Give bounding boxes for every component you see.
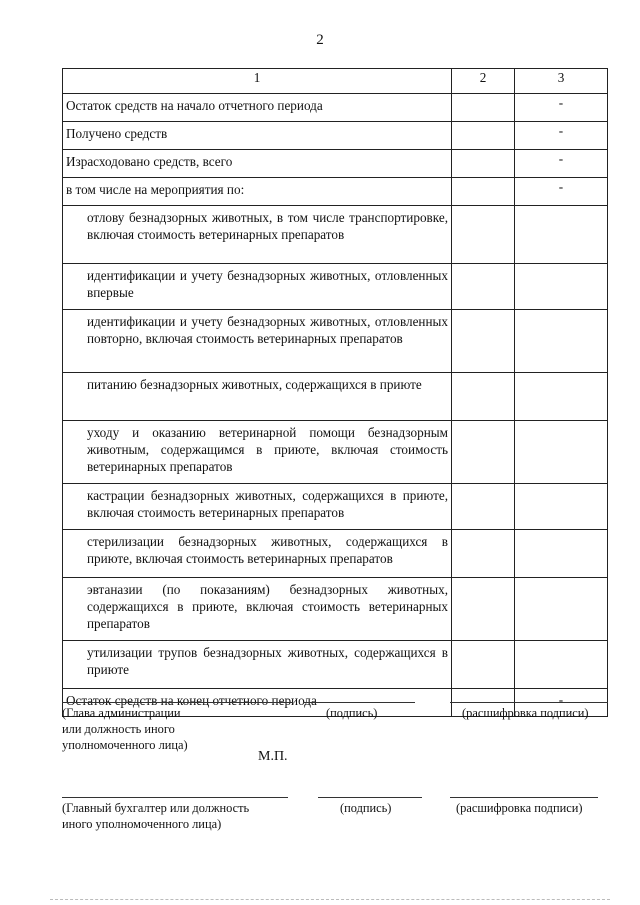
accountant-position-line[interactable]: [62, 797, 288, 798]
row-col2-cell: [452, 641, 515, 689]
row-col3-cell: -: [515, 178, 608, 206]
page-number: 2: [316, 32, 324, 48]
table-row: [63, 310, 608, 373]
row-label: идентификации и учету безнадзорных животных, отловленных повторно, включая стоимость ветеринарных препаратов: [63, 310, 452, 373]
table-row: [63, 122, 608, 150]
table-header-row: [63, 69, 608, 94]
row-col3-cell: -: [515, 94, 608, 122]
row-col3-cell: [515, 310, 608, 373]
table-row: [63, 94, 608, 122]
row-label: Израсходовано средств, всего: [63, 150, 452, 178]
head-signature-caption: (подпись): [326, 706, 378, 720]
row-label: питанию безнадзорных животных, содержащихся в приюте: [63, 373, 452, 421]
head-signature-line[interactable]: [303, 702, 415, 703]
row-col3-cell: [515, 641, 608, 689]
row-label: в том числе на мероприятия по:: [63, 178, 452, 206]
table-row: [63, 578, 608, 641]
accountant-signature-line[interactable]: [318, 797, 422, 798]
row-col2-cell: [452, 150, 515, 178]
head-decoding-line[interactable]: [450, 702, 608, 703]
row-col2-cell: [452, 310, 515, 373]
row-col3-cell: [515, 373, 608, 421]
table-row: [63, 206, 608, 264]
row-label: утилизации трупов безнадзорных животных, содержащихся в приюте: [63, 641, 452, 689]
row-label: эвтаназии (по показаниям) безнадзорных животных, содержащихся в приюте, включая стоимость ветеринарных препаратов: [63, 578, 452, 641]
row-label: Получено средств: [63, 122, 452, 150]
accountant-signature-caption: (подпись): [340, 801, 392, 815]
table-row: [63, 530, 608, 578]
table-row: [63, 373, 608, 421]
table-row: [63, 421, 608, 484]
table-row: [63, 178, 608, 206]
accountant-position-caption: (Главный бухгалтер или должность иного уполномоченного лица): [62, 801, 250, 831]
row-col2-cell: [452, 421, 515, 484]
row-col2-cell: [452, 578, 515, 641]
head-decoding-caption: (расшифровка подписи): [462, 706, 589, 720]
row-col3-cell: [515, 206, 608, 264]
row-col2-cell: [452, 484, 515, 530]
row-col2-cell: [452, 264, 515, 310]
row-label: отлову безнадзорных животных, в том числе транспортировке, включая стоимость ветеринарных препаратов: [63, 206, 452, 264]
column-header-2: 2: [452, 69, 515, 94]
accountant-decoding-line[interactable]: [450, 797, 598, 798]
row-col3-cell: -: [515, 689, 608, 717]
row-col3-cell: [515, 484, 608, 530]
row-col3-cell: [515, 264, 608, 310]
row-col2-cell: [452, 122, 515, 150]
row-col3-cell: [515, 421, 608, 484]
column-header-3: 3: [515, 69, 608, 94]
row-col2-cell: [452, 178, 515, 206]
row-label: Остаток средств на конец отчетного периода: [63, 689, 452, 717]
stamp-placeholder: М.П.: [258, 749, 288, 764]
column-header-1: 1: [63, 69, 452, 94]
table-row: [63, 150, 608, 178]
row-label: стерилизации безнадзорных животных, содержащихся в приюте, включая стоимость ветеринарных препаратов: [63, 530, 452, 578]
table-row: [63, 264, 608, 310]
row-col2-cell: [452, 206, 515, 264]
row-col2-cell: [452, 94, 515, 122]
row-col3-cell: [515, 530, 608, 578]
row-col3-cell: -: [515, 122, 608, 150]
row-col3-cell: [515, 578, 608, 641]
scan-bottom-edge: [50, 899, 610, 900]
row-label: Остаток средств на начало отчетного периода: [63, 94, 452, 122]
accountant-decoding-caption: (расшифровка подписи): [456, 801, 583, 815]
row-label: уходу и оказанию ветеринарной помощи безнадзорным животным, содержащимся в приюте, включая стоимость ветеринарных препаратов: [63, 421, 452, 484]
funds-report-table: [62, 68, 608, 717]
row-col3-cell: -: [515, 150, 608, 178]
table-row: [63, 641, 608, 689]
table-row: [63, 484, 608, 530]
row-col2-cell: [452, 373, 515, 421]
head-position-line[interactable]: [62, 702, 293, 703]
row-col2-cell: [452, 530, 515, 578]
row-label: кастрации безнадзорных животных, содержащихся в приюте, включая стоимость ветеринарных препаратов: [63, 484, 452, 530]
head-position-caption: (Глава администрации или должность иного уполномоченного лица): [62, 706, 188, 752]
row-label: идентификации и учету безнадзорных животных, отловленных впервые: [63, 264, 452, 310]
